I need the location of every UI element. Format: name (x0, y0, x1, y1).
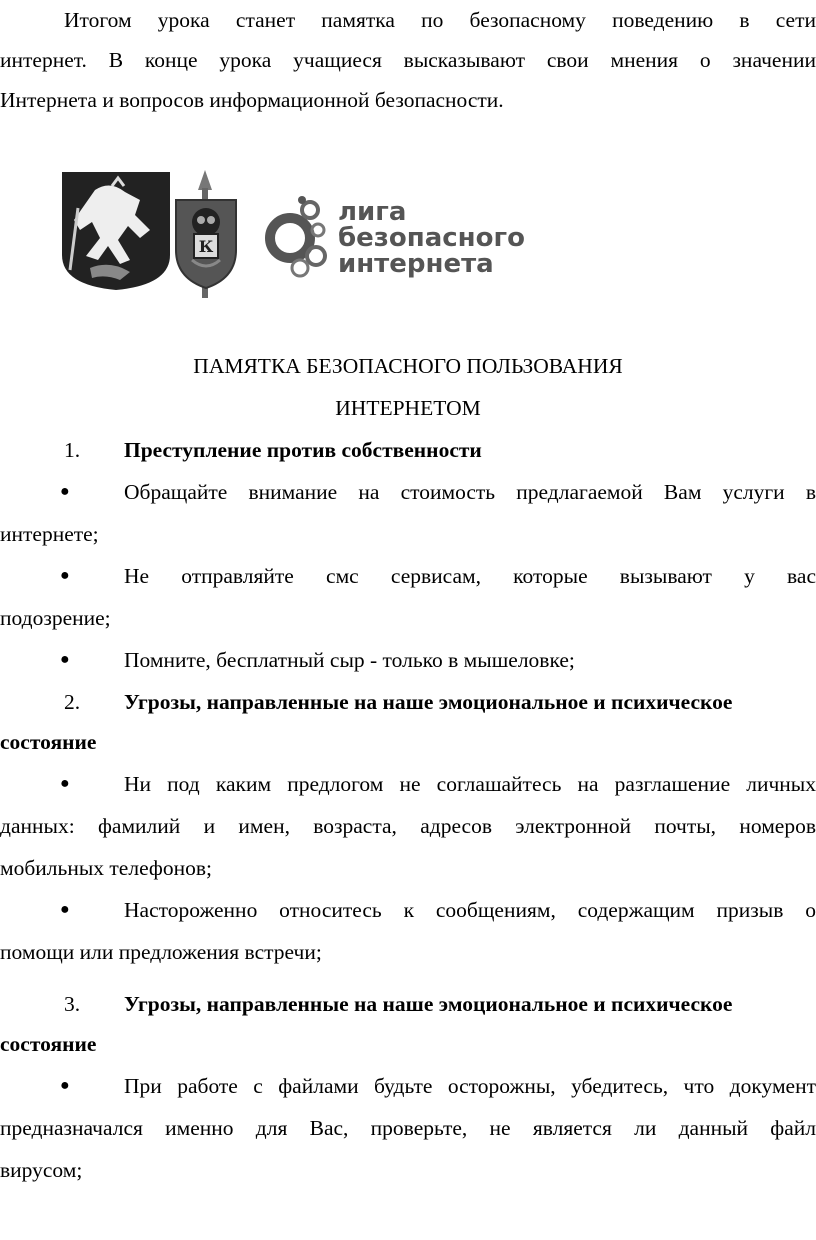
list-item-continuation: предназначался именно для Вас, проверьте, не является ли данный файл (0, 1116, 816, 1140)
section-3-heading-row (0, 984, 816, 1024)
bullet-icon: ● (60, 1077, 70, 1094)
list-item (0, 640, 816, 680)
list-item-text: Помните, бесплатный сыр - только в мышеловке; (124, 648, 575, 672)
list-item-continuation: помощи или предложения встречи; (0, 940, 322, 964)
section-3-number: 3. (64, 992, 81, 1016)
list-item-continuation: интернете; (0, 522, 99, 546)
list-item (0, 472, 816, 512)
section-1-number: 1. (64, 438, 81, 462)
memo-title-line-2: ИНТЕРНЕТОМ (335, 396, 481, 420)
list-item (0, 764, 816, 804)
intro-line-2: интернет. В конце урока учащиеся высказывают свои мнения о значении (0, 48, 816, 72)
list-item-continuation: вирусом; (0, 1158, 83, 1182)
cyber-shield-icon (176, 170, 236, 298)
bullet-icon: ● (60, 775, 70, 792)
logos-row (0, 160, 816, 300)
list-item (0, 556, 816, 596)
bullet-icon: ● (60, 567, 70, 584)
list-item-continuation: подозрение; (0, 606, 111, 630)
intro-line-1: Итогом урока станет памятка по безопасному поведению в сети (64, 8, 816, 32)
league-logo-line-2: безопасного (338, 223, 525, 253)
intro-line-3: Интернета и вопросов информационной безопасности. (0, 88, 504, 112)
bullet-icon: ● (60, 651, 70, 668)
list-item (0, 1066, 816, 1106)
bullet-icon: ● (60, 901, 70, 918)
list-item-continuation: данных: фамилий и имен, возраста, адресов электронной почты, номеров (0, 814, 816, 838)
section-1-heading: Преступление против собственности (124, 438, 482, 462)
section-3-heading-continuation: состояние (0, 1032, 97, 1056)
list-item-text: Обращайте внимание на стоимость предлагаемой Вам услуги в (124, 480, 816, 504)
section-2-heading: Угрозы, направленные на наше эмоциональное и психическое (124, 690, 733, 714)
section-2-heading-row (0, 682, 816, 722)
list-item-text: Настороженно относитесь к сообщениям, содержащим призыв о (124, 898, 816, 922)
section-2-number: 2. (64, 690, 81, 714)
list-item (0, 890, 816, 930)
list-item-text: При работе с файлами будьте осторожны, убедитесь, что документ (124, 1074, 816, 1098)
list-item-text: Не отправляйте смс сервисам, которые вызывают у вас (124, 564, 816, 588)
bullet-icon: ● (60, 483, 70, 500)
moscow-crest-icon (62, 172, 170, 290)
logos-svg (0, 160, 816, 300)
svg-text:К: К (198, 237, 214, 256)
league-logo-line-1: лига (338, 197, 407, 227)
section-3-heading: Угрозы, направленные на наше эмоциональное и психическое (124, 992, 733, 1016)
memo-title-line-1: ПАМЯТКА БЕЗОПАСНОГО ПОЛЬЗОВАНИЯ (193, 354, 623, 378)
list-item-continuation: мобильных телефонов; (0, 856, 212, 880)
list-item-text: Ни под каким предлогом не соглашайтесь на разглашение личных (124, 772, 816, 796)
section-1-heading-row (0, 430, 816, 470)
league-rings-icon (270, 196, 325, 276)
section-2-heading-continuation: состояние (0, 730, 97, 754)
league-logo-line-3: интернета (338, 249, 494, 279)
